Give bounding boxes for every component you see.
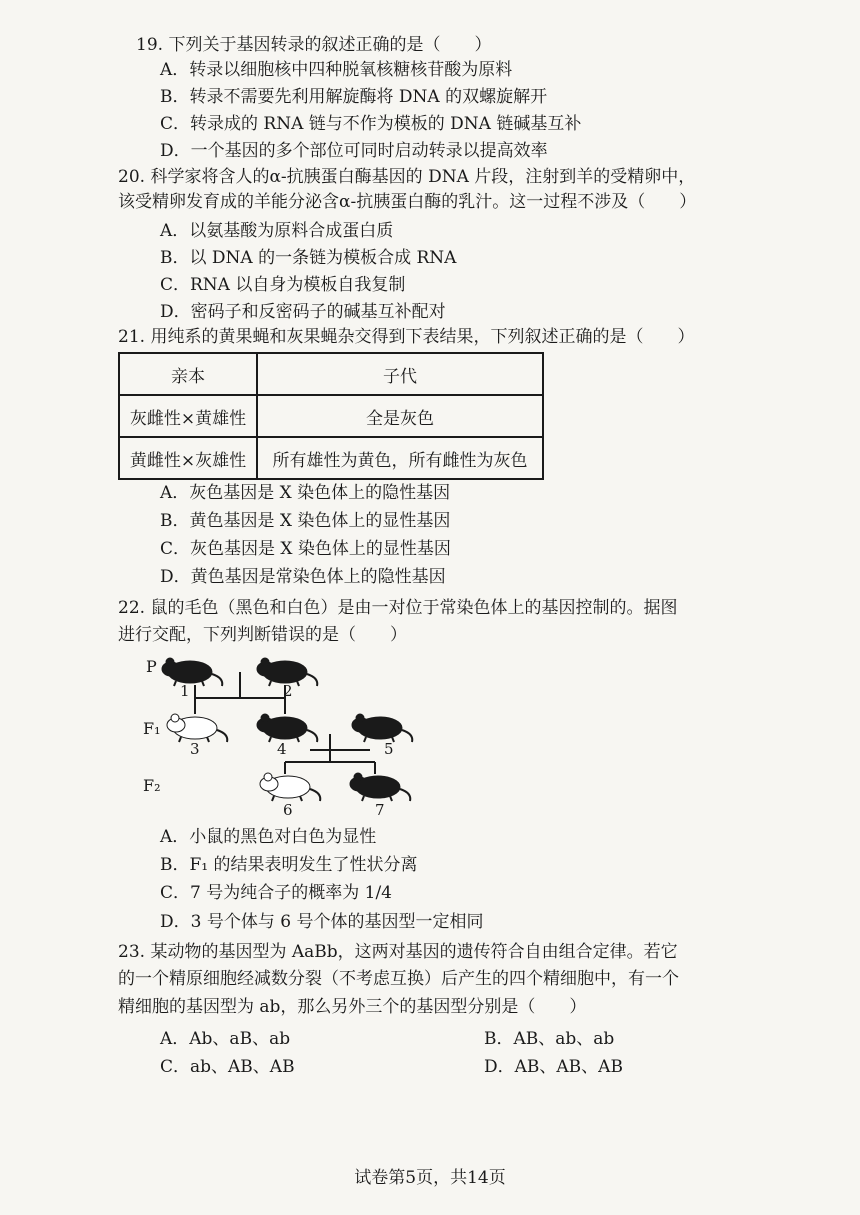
table-header-row	[119, 353, 543, 395]
q22-stem-2: 进行交配，下列判断错误的是（ ）	[118, 625, 407, 645]
q21-stem: 21. 用纯系的黄果蝇和灰果蝇杂交得到下表结果，下列叙述正确的是（ ）	[118, 327, 695, 347]
q21-option-d: D．黄色基因是常染色体上的隐性基因	[160, 567, 446, 587]
q20-stem: 20. 科学家将含人的α-抗胰蛋白酶基因的 DNA 片段，注射到羊的受精卵中，	[118, 167, 696, 187]
pedigree-individual-7	[350, 773, 410, 801]
table-header-offspring: 子代	[257, 353, 543, 395]
q20-option-b: B．以 DNA 的一条链为模板合成 RNA	[160, 248, 457, 268]
table-row	[119, 437, 543, 479]
q20-option-a: A．以氨基酸为原料合成蛋白质	[160, 221, 394, 241]
q20-option-c: C．RNA 以自身为模板自我复制	[160, 275, 406, 295]
q22-option-a: A．小鼠的黑色对白色为显性	[160, 827, 377, 847]
pedigree-label-6: 6	[283, 801, 293, 819]
q22-stem: 22. 鼠的毛色（黑色和白色）是由一对位于常染色体上的基因控制的。据图	[118, 598, 678, 618]
table-cell: 灰雌性×黄雄性	[119, 395, 257, 437]
pedigree-label-3: 3	[190, 740, 200, 758]
q21-option-a: A．灰色基因是 X 染色体上的隐性基因	[160, 483, 451, 503]
pedigree-label-5: 5	[384, 740, 394, 758]
q19-stem: 19. 下列关于基因转录的叙述正确的是（ ）	[136, 35, 492, 55]
q22-option-c: C．7 号为纯合子的概率为 1/4	[160, 883, 392, 903]
pedigree-diagram	[140, 652, 440, 822]
pedigree-individual-6	[260, 773, 320, 801]
q23-stem: 23. 某动物的基因型为 AaBb，这两对基因的遗传符合自由组合定律。若它	[118, 942, 678, 962]
pedigree-individual-3	[167, 714, 227, 742]
table-row	[119, 395, 543, 437]
q21-table	[118, 352, 544, 480]
q21-option-b: B．黄色基因是 X 染色体上的显性基因	[160, 511, 451, 531]
q22-option-d: D．3 号个体与 6 号个体的基因型一定相同	[160, 912, 484, 932]
table-cell: 全是灰色	[257, 395, 543, 437]
q19-option-b: B．转录不需要先利用解旋酶将 DNA 的双螺旋解开	[160, 87, 548, 107]
q22-option-b: B．F₁ 的结果表明发生了性状分离	[160, 855, 418, 875]
pedigree-individual-5	[352, 714, 412, 742]
pedigree-label-1: 1	[180, 682, 190, 700]
q20-option-d: D．密码子和反密码子的碱基互补配对	[160, 302, 446, 322]
pedigree-label-2: 2	[283, 682, 293, 700]
table-header-parent: 亲本	[119, 353, 257, 395]
q23-stem-3: 精细胞的基因型为 ab，那么另外三个的基因型分别是（ ）	[118, 997, 587, 1017]
generation-label-f2: F₂	[143, 776, 161, 795]
pedigree-individual-1	[162, 658, 222, 686]
q23-option-b: B．AB、ab、ab	[484, 1029, 615, 1049]
pedigree-individual-4	[257, 714, 317, 742]
table-cell: 黄雌性×灰雄性	[119, 437, 257, 479]
q19-option-d: D．一个基因的多个部位可同时启动转录以提高效率	[160, 141, 548, 161]
q21-option-c: C．灰色基因是 X 染色体上的显性基因	[160, 539, 451, 559]
q20-stem-2: 该受精卵发育成的羊能分泌含α-抗胰蛋白酶的乳汁。这一过程不涉及（ ）	[118, 192, 697, 212]
pedigree-label-4: 4	[277, 740, 287, 758]
page-footer: 试卷第5页，共14页	[354, 1168, 506, 1188]
q19-option-c: C．转录成的 RNA 链与不作为模板的 DNA 链碱基互补	[160, 114, 582, 134]
q23-stem-2: 的一个精原细胞经减数分裂（不考虑互换）后产生的四个精细胞中，有一个	[118, 969, 679, 989]
table-cell: 所有雄性为黄色，所有雌性为灰色	[257, 437, 543, 479]
generation-label-p: P	[146, 657, 157, 676]
q23-option-d: D．AB、AB、AB	[484, 1057, 623, 1077]
generation-label-f1: F₁	[143, 719, 161, 738]
q23-option-c: C．ab、AB、AB	[160, 1057, 295, 1077]
pedigree-label-7: 7	[375, 801, 385, 819]
q19-option-a: A．转录以细胞核中四种脱氧核糖核苷酸为原料	[160, 60, 513, 80]
q23-option-a: A．Ab、aB、ab	[160, 1029, 291, 1049]
